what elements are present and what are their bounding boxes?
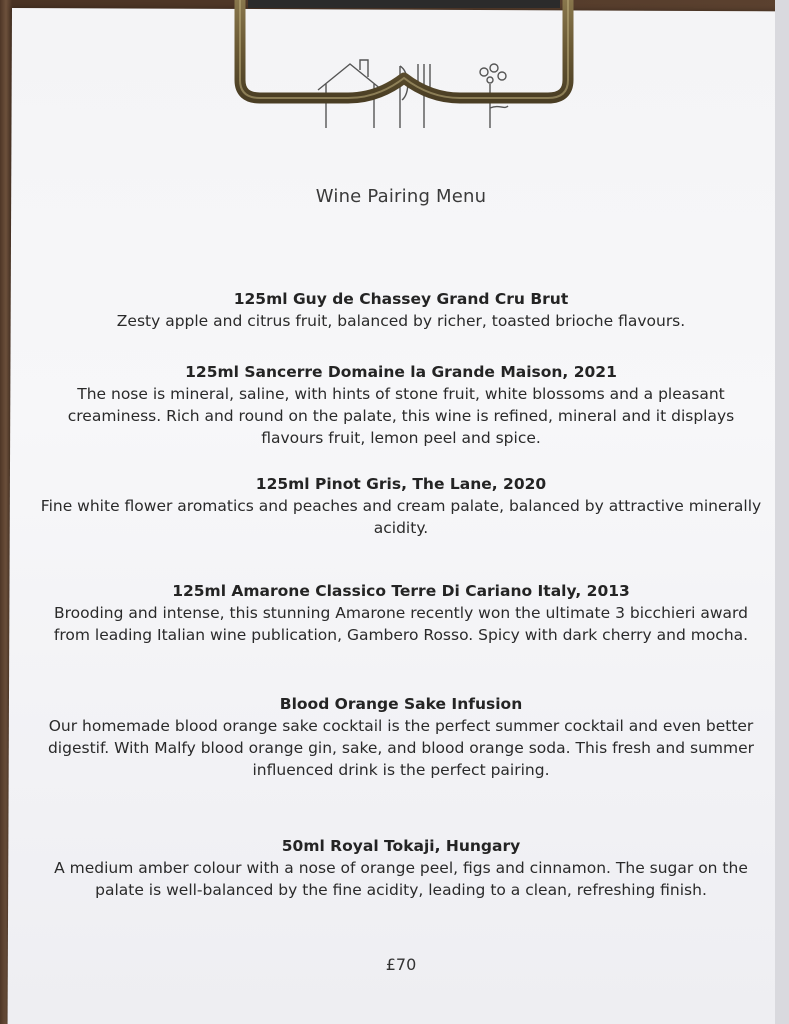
menu-item-2 <box>30 361 772 449</box>
item-description: Brooding and intense, this stunning Amarone recently won the ultimate 3 bicchieri award from leading Italian wine publication, Gambero Rosso. Spicy with dark cherry and mocha. <box>53 604 749 644</box>
item-name: 125ml Sancerre Domaine la Grande Maison, 2021 <box>185 363 617 381</box>
item-description: Zesty apple and citrus fruit, balanced by richer, toasted brioche flavours. <box>116 312 686 330</box>
item-name: 125ml Amarone Classico Terre Di Cariano Italy, 2013 <box>172 582 630 600</box>
menu-title: Wine Pairing Menu <box>315 186 487 207</box>
item-name: 125ml Guy de Chassey Grand Cru Brut <box>233 290 569 308</box>
item-description: The nose is mineral, saline, with hints of stone fruit, white blossoms and a pleasant creaminess. Rich and round on the palate, this wine is refined, mineral and it displays flavours fruit, lemon peel and spice. <box>67 385 735 447</box>
item-description: A medium amber colour with a nose of orange peel, figs and cinnamon. The sugar on the palate is well-balanced by the fine acidity, leading to a clean, refreshing finish. <box>54 859 748 899</box>
menu-item-1 <box>30 288 772 332</box>
menu-item-6 <box>30 835 772 901</box>
menu-price: £70 <box>385 955 417 974</box>
item-name: 125ml Pinot Gris, The Lane, 2020 <box>255 475 547 493</box>
item-description: Our homemade blood orange sake cocktail is the perfect summer cocktail and even better digestif. With Malfy blood orange gin, sake, and blood orange soda. This fresh and summer influenced drink is the perfect pairing. <box>47 717 755 779</box>
menu-item-5 <box>30 693 772 781</box>
clipboard-clip-icon <box>228 0 580 124</box>
item-name: 50ml Royal Tokaji, Hungary <box>281 837 521 855</box>
sheet-edge-shadow <box>775 0 789 1024</box>
menu-item-4 <box>30 580 772 646</box>
menu-item-3 <box>30 473 772 539</box>
item-description: Fine white flower aromatics and peaches and cream palate, balanced by attractive minerally acidity. <box>40 497 762 537</box>
item-name: Blood Orange Sake Infusion <box>279 695 523 713</box>
